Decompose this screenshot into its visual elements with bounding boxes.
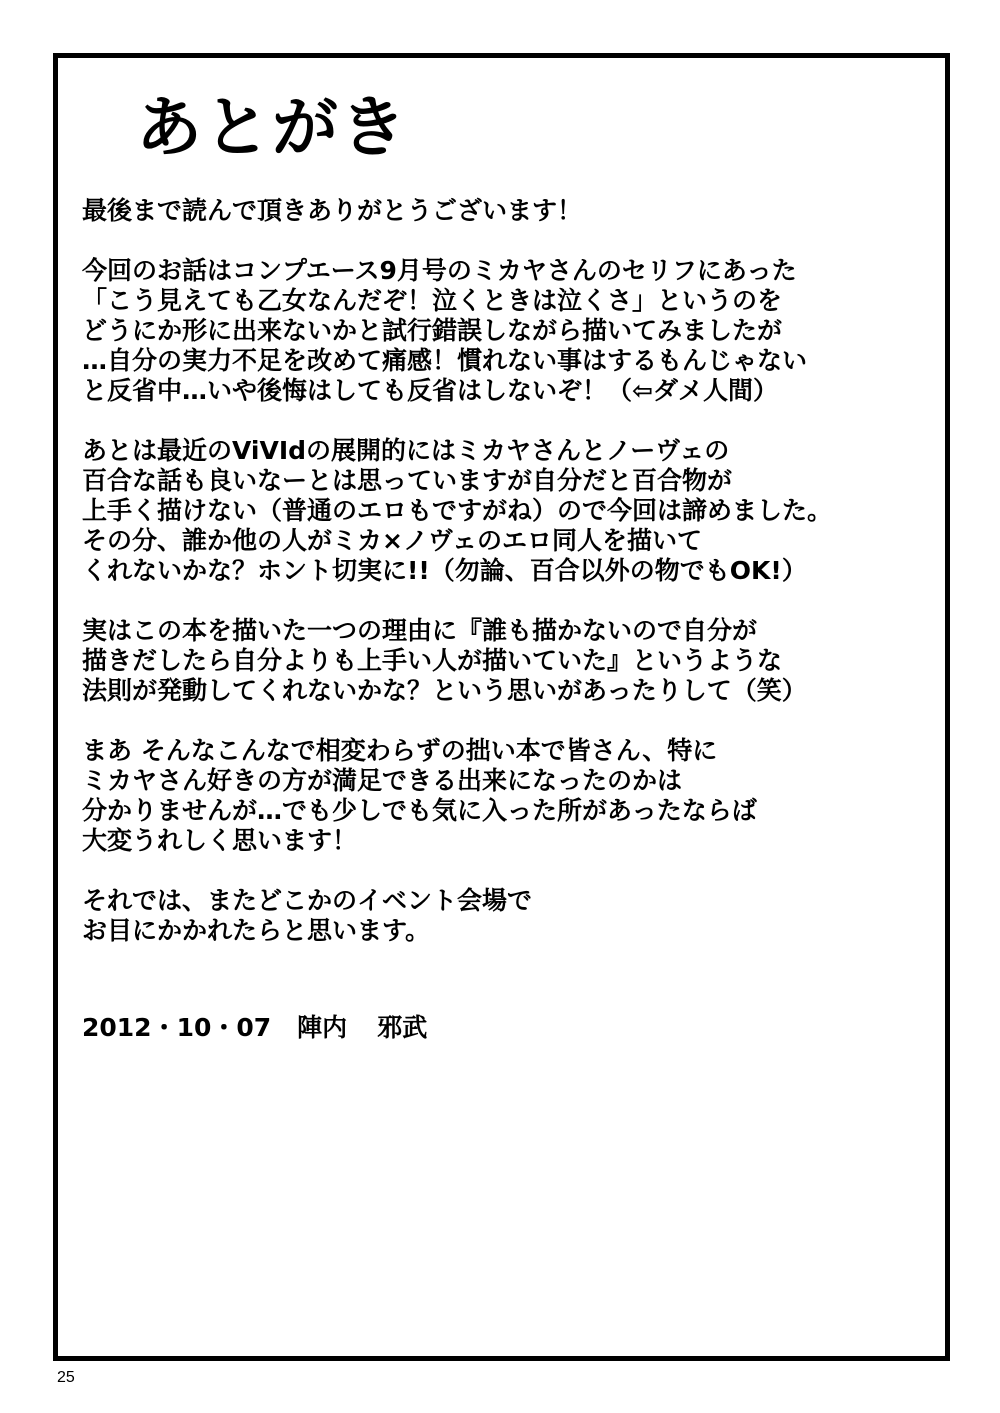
signature-date: 2012・10・07: [82, 1013, 272, 1042]
text-line: 最後まで読んで頂きありがとうございます！: [82, 196, 583, 225]
text-line: 法則が発動してくれないかな？という思いがあったりして（笑）: [82, 676, 807, 705]
paragraph-farewell: [82, 886, 942, 946]
text-line: どうにか形に出来ないかと試行錯誤しながら描いてみましたが: [82, 316, 783, 345]
text-line: 描きだしたら自分よりも上手い人が描いていた』というような: [82, 646, 783, 675]
paragraph-story-origin: [82, 256, 942, 406]
text-line: くれないかな？ホント切実に!!（勿論、百合以外の物でもOK!）: [82, 556, 807, 585]
text-line: …自分の実力不足を改めて痛感！慣れない事はするもんじゃない: [82, 346, 808, 375]
text-line: お目にかかれたらと思います。: [82, 916, 431, 945]
text-line: 分かりませんが…でも少しでも気に入った所があったならば: [82, 796, 757, 825]
text-line: 「こう見えても乙女なんだぞ！泣くときは泣くさ」というのを: [82, 286, 783, 315]
text-line: 実はこの本を描いた一つの理由に『誰も描かないので自分が: [82, 616, 758, 645]
afterword-body: [82, 196, 942, 976]
paragraph-reason: [82, 616, 942, 706]
page-title: あとがき: [136, 89, 408, 166]
text-line: 上手く描けない（普通のエロもですがね）ので今回は諦めました。: [82, 496, 833, 525]
text-line: その分、誰か他の人がミカ×ノヴェのエロ同人を描いて: [82, 526, 702, 555]
text-line: あとは最近のViVIdの展開的にはミカヤさんとノーヴェの: [82, 436, 730, 465]
page-frame: [53, 53, 950, 1361]
text-line: まあ そんなこんなで相変わらずの拙い本で皆さん、特に: [82, 736, 718, 765]
signature-given-name: 邪武: [377, 1013, 428, 1042]
page-number: 25: [57, 1369, 75, 1386]
paragraph-request: [82, 436, 942, 586]
text-line: 今回のお話はコンプエース9月号のミカヤさんのセリフにあった: [82, 256, 797, 285]
text-line: ミカヤさん好きの方が満足できる出来になったのかは: [82, 766, 683, 795]
text-line: 百合な話も良いなーとは思っていますが自分だと百合物が: [82, 466, 733, 495]
text-line: 大変うれしく思います！: [82, 826, 358, 855]
paragraph-thanks: [82, 736, 942, 856]
text-line: と反省中…いや後悔はしても反省はしないぞ！（⇦ダメ人間）: [82, 376, 778, 405]
signature-surname: 陣内: [297, 1013, 348, 1042]
signature: [82, 1013, 427, 1043]
text-line: それでは、またどこかのイベント会場で: [82, 886, 533, 915]
paragraph-greeting: [82, 196, 942, 226]
